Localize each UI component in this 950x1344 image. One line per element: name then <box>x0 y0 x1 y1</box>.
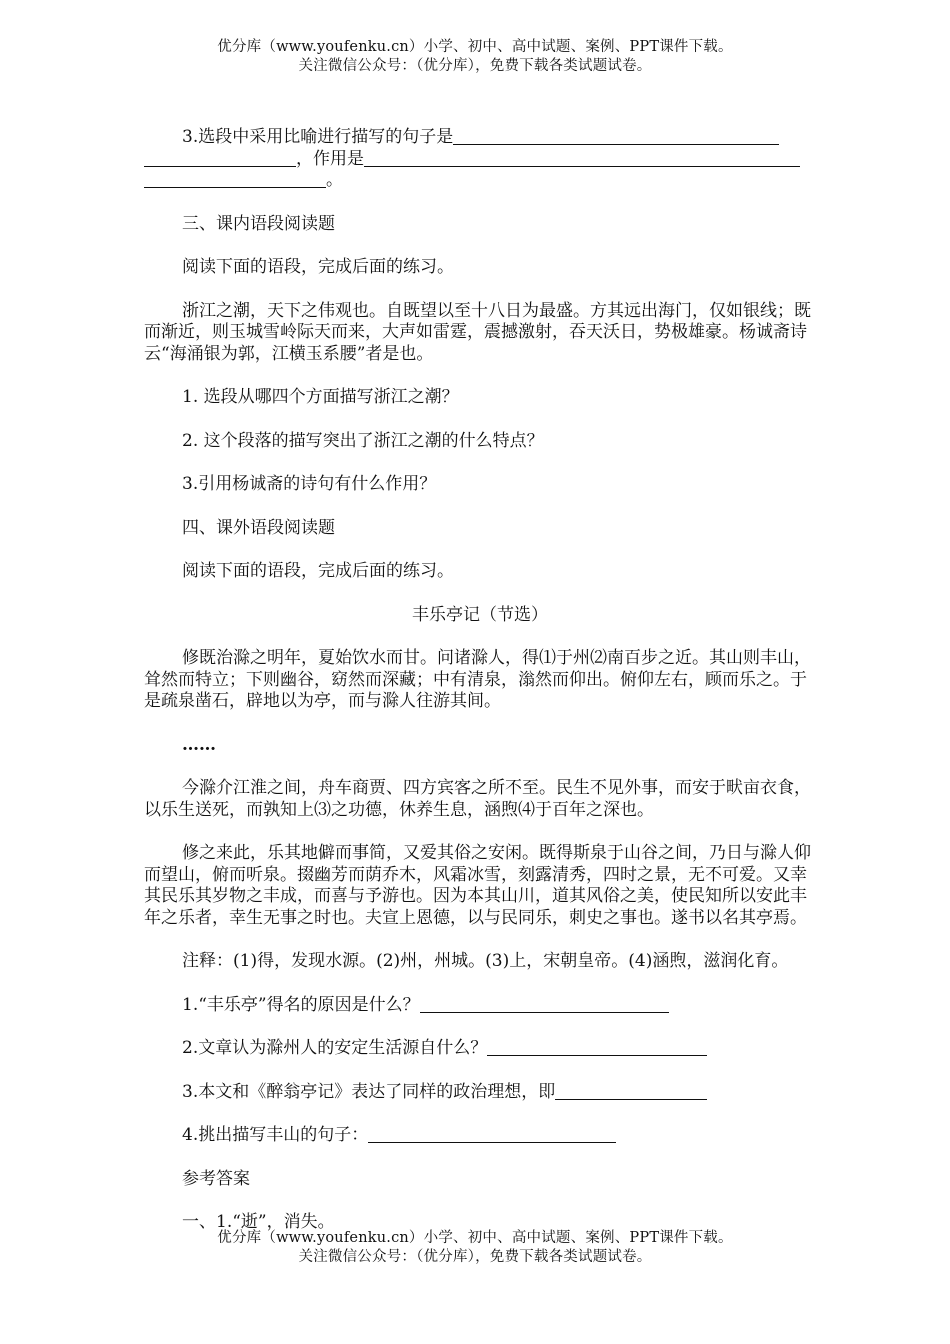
section4-question1: 1.“丰乐亭”得名的原因是什么？ <box>144 995 816 1017</box>
answers-title: 参考答案 <box>182 1168 250 1189</box>
passage-title: 丰乐亭记（节选） <box>412 604 548 625</box>
page-header <box>0 38 950 76</box>
passage-paragraph-3: 修之来此，乐其地僻而事简，又爱其俗之安闲。既得斯泉于山谷之间，乃日与滁人仰而望山，俯而听泉。掇幽芳而荫乔木，风霜冰雪，刻露清秀，四时之景，无不可爱。又幸其民乐其岁物之丰成，而喜与予游也。因为本其山川，道其风俗之美，使民知所以安此丰年之乐者，幸生无事之时也。夫宣上恩德，以与民同乐，刺史之事也。遂书以名其亭焉。 <box>144 843 811 928</box>
answer-blank <box>144 149 296 167</box>
section4-instruction: 阅读下面的语段，完成后面的练习。 <box>182 561 454 581</box>
header-line-1: 优分库（www.youfenku.cn）小学、初中、高中试题、案例、PPT课件下载。 <box>217 39 733 55</box>
header-line-2: 关注微信公众号：（优分库），免费下载各类试题试卷。 <box>298 58 652 74</box>
answer-blank <box>144 170 326 188</box>
answer-blank <box>420 995 669 1013</box>
answer-blank <box>555 1082 707 1100</box>
section2-question3: 3.选段中采用比喻进行描写的句子是，作用是。 <box>144 127 816 192</box>
section3-question1: 1. 选段从哪四个方面描写浙江之潮？ <box>182 387 459 407</box>
answer-blank <box>364 149 800 167</box>
section3-question2: 2. 这个段落的描写突出了浙江之潮的什么特点？ <box>182 430 544 451</box>
page-footer <box>0 1229 950 1267</box>
document-body <box>144 120 816 1234</box>
answer-blank <box>368 1125 616 1143</box>
section3-instruction: 阅读下面的语段，完成后面的练习。 <box>182 257 454 277</box>
section3-question3: 3.引用杨诚斋的诗句有什么作用？ <box>182 474 437 494</box>
answer-blank <box>487 1038 707 1056</box>
section3-passage: 浙江之潮，天下之伟观也。自既望以至十八日为最盛。方其远出海门，仅如银线；既而渐近，则玉城雪岭际天而来，大声如雷霆，震撼激射，吞天沃日，势极雄豪。杨诚斋诗云“海涌银为郭，江横玉系腰”者是也。 <box>144 300 811 364</box>
section4-question2: 2.文章认为滁州人的安定生活源自什么？ <box>144 1038 816 1060</box>
section3-title: 三、课内语段阅读题 <box>182 213 335 234</box>
footer-line-2: 关注微信公众号：（优分库），免费下载各类试题试卷。 <box>298 1249 652 1265</box>
answer-1: 一、1.“逝”，消失。 <box>182 1212 335 1232</box>
section4-question4: 4.挑出描写丰山的句子： <box>144 1125 816 1147</box>
passage-notes: 注释：(1)得，发现水源。(2)州，州城。(3)上，宋朝皇帝。(4)涵煦，滋润化育。 <box>182 951 789 971</box>
passage-paragraph-1: 修既治滁之明年，夏始饮水而甘。问诸滁人，得⑴于州⑵南百步之近。其山则丰山，耸然而特立；下则幽谷，窈然而深藏；中有清泉，滃然而仰出。俯仰左右，顾而乐之。于是疏泉凿石，辟地以为亭，而与滁人往游其间。 <box>144 648 811 711</box>
answer-blank <box>453 127 779 145</box>
footer-line-1: 优分库（www.youfenku.cn）小学、初中、高中试题、案例、PPT课件下载。 <box>217 1230 733 1246</box>
passage-ellipsis: …… <box>182 734 216 755</box>
passage-paragraph-2: 今滁介江淮之间，舟车商贾、四方宾客之所不至。民生不见外事，而安于畎亩衣食，以乐生送死，而孰知上⑶之功德，休养生息，涵煦⑷于百年之深也。 <box>144 778 811 820</box>
section4-title: 四、课外语段阅读题 <box>182 517 335 538</box>
section4-question3: 3.本文和《醉翁亭记》表达了同样的政治理想，即 <box>144 1082 816 1104</box>
